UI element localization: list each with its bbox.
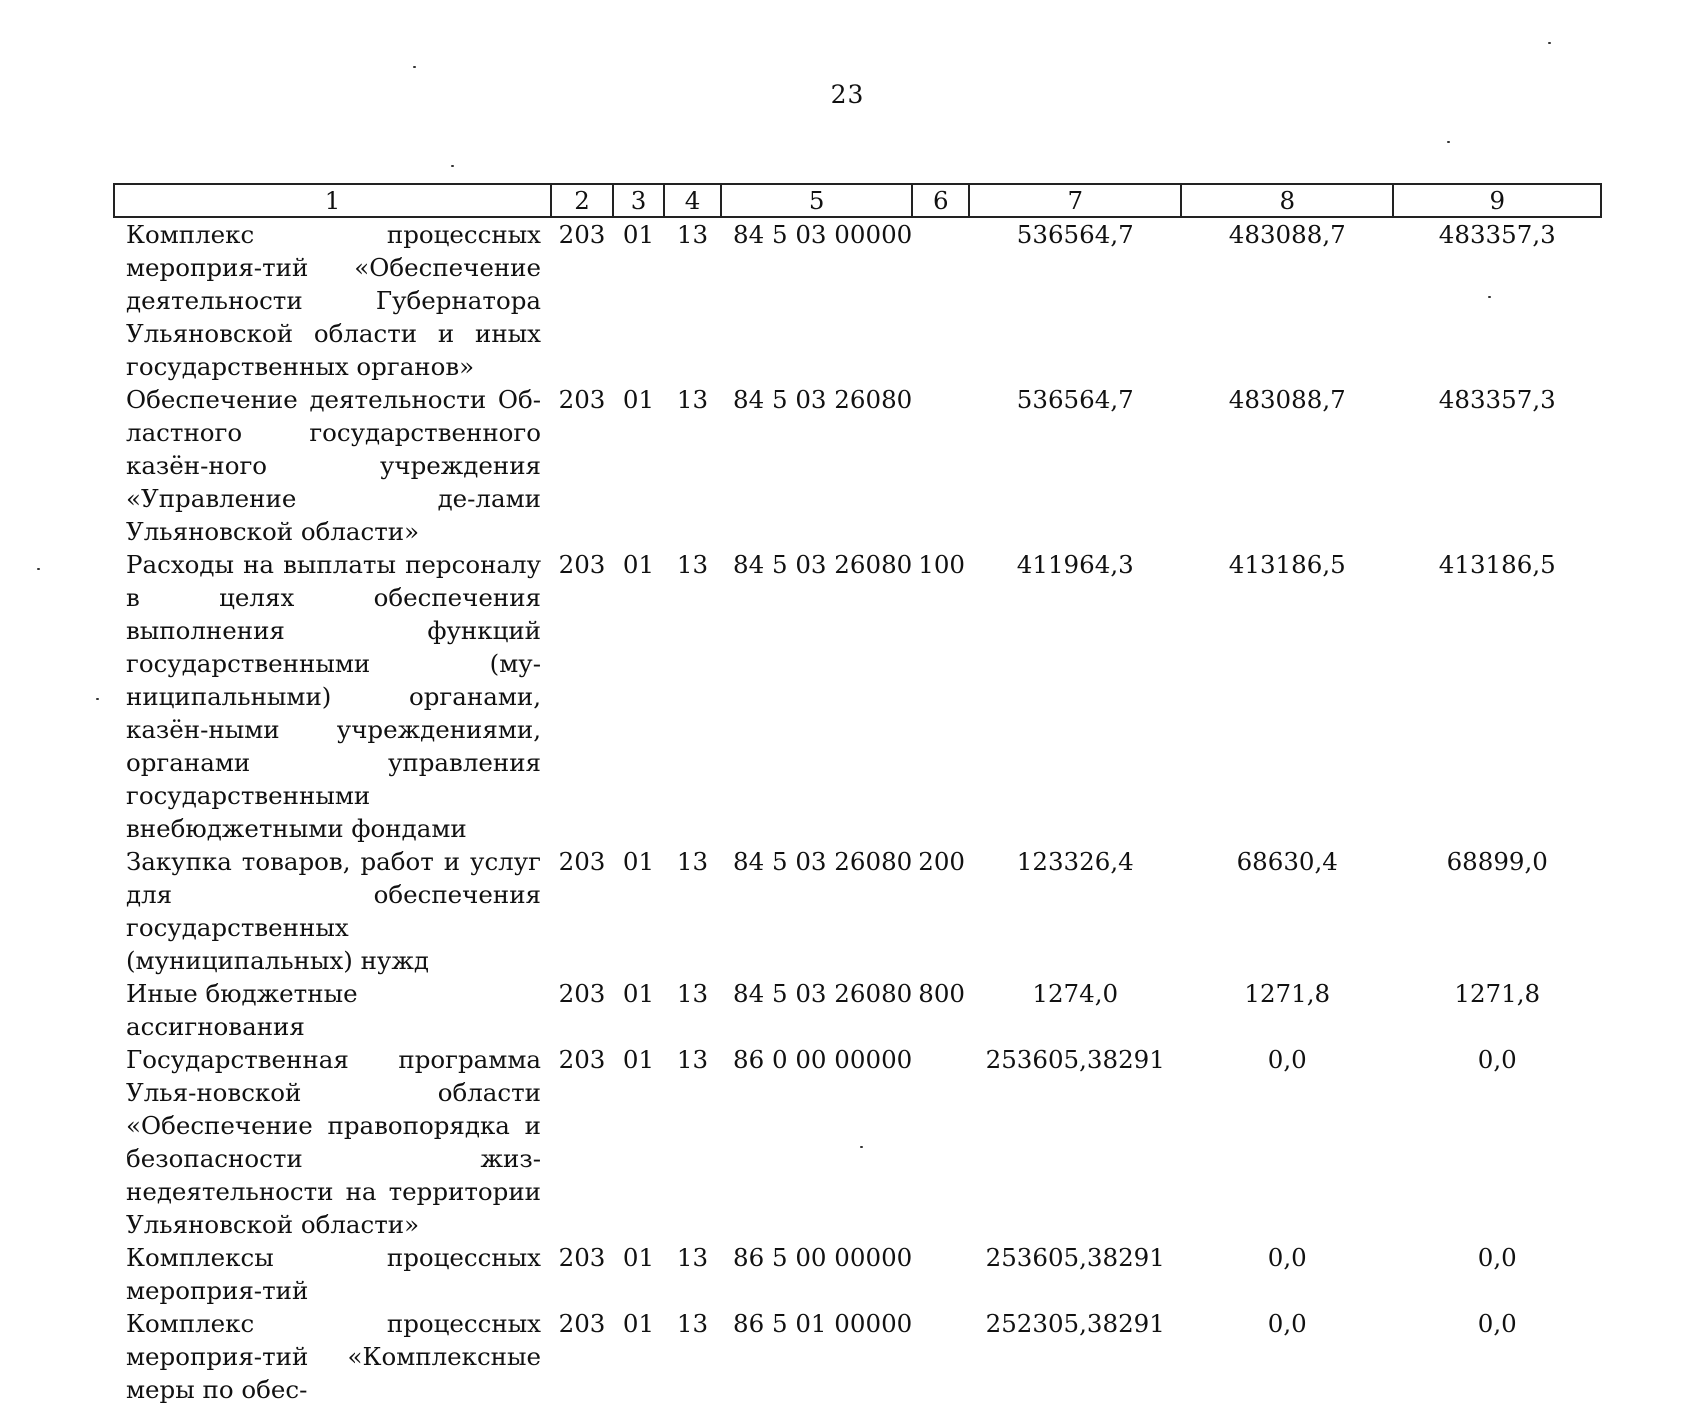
row-name: Обеспечение деятельности Об-ластного государственного казён-ного учреждения «Управление де-лами Ульяновской области» — [126, 385, 541, 546]
row-c4: 13 — [676, 1045, 709, 1074]
row-c9: 68899,0 — [1446, 847, 1548, 876]
row-c7: 123326,4 — [1016, 847, 1134, 876]
row-c2: 203 — [558, 1045, 606, 1074]
scan-speck — [96, 698, 99, 700]
row-name: Комплекс процессных мероприя-тий «Комплексные меры по обес- — [126, 1309, 541, 1404]
row-c6 — [912, 1307, 969, 1406]
row-c5: 86 5 01 00000 — [733, 1309, 913, 1338]
row-c2: 203 — [558, 979, 606, 1008]
row-c8: 483088,7 — [1228, 220, 1346, 249]
column-header-4: 4 — [664, 184, 721, 217]
row-c5: 84 5 03 26080 — [733, 979, 913, 1008]
row-c4: 13 — [676, 220, 709, 249]
table-row — [114, 383, 1601, 548]
scan-speck — [37, 568, 40, 570]
scan-speck — [413, 66, 416, 68]
scan-speck — [860, 1146, 863, 1148]
row-c2: 203 — [558, 220, 606, 249]
row-c3: 01 — [622, 550, 655, 579]
row-c4: 13 — [676, 1243, 709, 1272]
row-c9: 0,0 — [1477, 1243, 1517, 1272]
row-c3: 01 — [622, 979, 655, 1008]
column-header-3: 3 — [613, 184, 664, 217]
row-c9: 483357,3 — [1438, 220, 1556, 249]
row-c8: 0,0 — [1267, 1243, 1307, 1272]
scan-speck — [451, 165, 454, 167]
column-header-6: 6 — [912, 184, 969, 217]
column-header-7: 7 — [969, 184, 1181, 217]
row-c8: 0,0 — [1267, 1045, 1307, 1074]
scan-speck — [1447, 141, 1450, 143]
page-number: 23 — [830, 80, 865, 109]
row-c3: 01 — [622, 847, 655, 876]
row-c7: 1274,0 — [1032, 979, 1119, 1008]
row-c8: 68630,4 — [1236, 847, 1338, 876]
row-c8: 0,0 — [1267, 1309, 1307, 1338]
row-name: Расходы на выплаты персоналу в целях обеспечения выполнения функций государственными (му-ниципальными) органами, казён-ными учреждениями, органами управления государственными внебюджетными фондами — [126, 550, 541, 843]
row-c7: 253605,38291 — [985, 1243, 1165, 1272]
row-c4: 13 — [676, 1309, 709, 1338]
row-c6: 200 — [918, 847, 966, 876]
row-c3: 01 — [622, 385, 655, 414]
row-c4: 13 — [676, 550, 709, 579]
row-c5: 86 5 00 00000 — [733, 1243, 913, 1272]
row-c4: 13 — [676, 847, 709, 876]
row-c7: 411964,3 — [1016, 550, 1134, 579]
row-c5: 84 5 03 26080 — [733, 847, 913, 876]
row-c2: 203 — [558, 847, 606, 876]
scan-speck — [1548, 42, 1551, 44]
row-c7: 536564,7 — [1016, 385, 1134, 414]
row-c2: 203 — [558, 385, 606, 414]
column-header-8: 8 — [1181, 184, 1393, 217]
row-c7: 536564,7 — [1016, 220, 1134, 249]
column-header-2: 2 — [551, 184, 613, 217]
row-c7: 253605,38291 — [985, 1045, 1165, 1074]
table-row — [114, 1307, 1601, 1406]
row-c9: 1271,8 — [1454, 979, 1541, 1008]
row-name: Комплексы процессных мероприя-тий — [126, 1243, 541, 1305]
row-c5: 84 5 03 00000 — [733, 220, 913, 249]
table-row — [114, 548, 1601, 845]
row-c2: 203 — [558, 1243, 606, 1272]
row-name: Иные бюджетные ассигнования — [126, 979, 358, 1041]
column-header-1: 1 — [114, 184, 551, 217]
row-c4: 13 — [676, 385, 709, 414]
row-c9: 483357,3 — [1438, 385, 1556, 414]
row-c8: 1271,8 — [1244, 979, 1331, 1008]
table-row — [114, 845, 1601, 977]
row-c5: 84 5 03 26080 — [733, 550, 913, 579]
row-c2: 203 — [558, 1309, 606, 1338]
table-row — [114, 1043, 1601, 1241]
budget-table — [113, 183, 1602, 1406]
row-c6: 800 — [918, 979, 966, 1008]
row-c3: 01 — [622, 1243, 655, 1272]
row-c8: 413186,5 — [1228, 550, 1346, 579]
row-c9: 413186,5 — [1438, 550, 1556, 579]
row-c2: 203 — [558, 550, 606, 579]
row-c9: 0,0 — [1477, 1045, 1517, 1074]
scan-speck — [1488, 296, 1491, 298]
row-c6 — [912, 1241, 969, 1307]
row-c4: 13 — [676, 979, 709, 1008]
row-c7: 252305,38291 — [985, 1309, 1165, 1338]
row-c5: 86 0 00 00000 — [733, 1045, 913, 1074]
row-c6: 100 — [918, 550, 966, 579]
header-row — [114, 184, 1601, 217]
row-name: Государственная программа Улья-новской области «Обеспечение правопорядка и безопасности жиз-недеятельности на территории Ульяновской области» — [126, 1045, 541, 1239]
row-name: Комплекс процессных мероприя-тий «Обеспечение деятельности Губернатора Ульяновской области и иных государственных органов» — [126, 220, 541, 381]
row-c5: 84 5 03 26080 — [733, 385, 913, 414]
row-c8: 483088,7 — [1228, 385, 1346, 414]
row-c6 — [912, 217, 969, 383]
table-row — [114, 977, 1601, 1043]
table-row — [114, 1241, 1601, 1307]
row-c3: 01 — [622, 220, 655, 249]
row-name: Закупка товаров, работ и услуг для обеспечения государственных (муниципальных) нужд — [126, 847, 541, 975]
column-header-5: 5 — [721, 184, 912, 217]
row-c9: 0,0 — [1477, 1309, 1517, 1338]
table-row — [114, 217, 1601, 383]
row-c3: 01 — [622, 1045, 655, 1074]
row-c6 — [912, 383, 969, 548]
row-c3: 01 — [622, 1309, 655, 1338]
row-c6 — [912, 1043, 969, 1241]
column-header-9: 9 — [1393, 184, 1601, 217]
